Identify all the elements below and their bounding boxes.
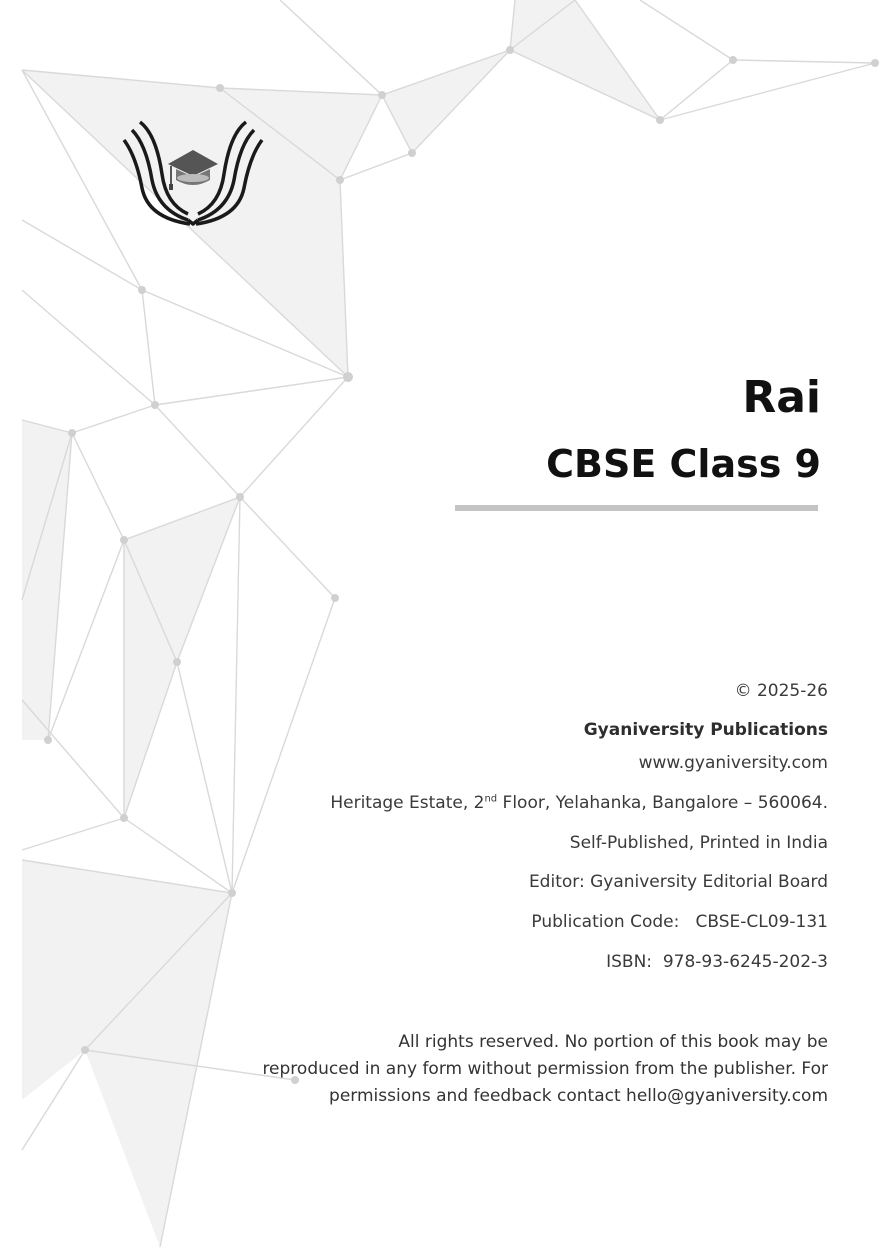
rights-line-3: permissions and feedback contact hello@gyaniversity.com xyxy=(329,1086,828,1106)
book-graduation-cap-logo-icon xyxy=(118,114,268,228)
address-part-2: Floor, Yelahanka, Bangalore – 560064. xyxy=(497,793,828,813)
rights-line-2: reproduced in any form without permission from the publisher. For xyxy=(262,1059,828,1079)
publisher-address xyxy=(330,793,828,813)
book-title: Rai xyxy=(742,372,821,423)
address-part-1: Heritage Estate, 2 xyxy=(330,793,485,813)
publisher-name: Gyaniversity Publications xyxy=(583,720,828,740)
printing-info: Self-Published, Printed in India xyxy=(569,833,828,853)
editor-info: Editor: Gyaniversity Editorial Board xyxy=(528,872,828,892)
copyright-text: © 2025-26 xyxy=(734,681,828,701)
isbn-number: ISBN: 978-93-6245-202-3 xyxy=(606,952,828,972)
title-divider xyxy=(455,505,818,511)
rights-notice xyxy=(168,1029,828,1110)
book-subtitle: CBSE Class 9 xyxy=(546,442,821,486)
publisher-website: www.gyaniversity.com xyxy=(638,753,828,773)
publication-code: Publication Code: CBSE-CL09-131 xyxy=(531,912,828,932)
address-superscript: nd xyxy=(484,793,498,805)
rights-line-1: All rights reserved. No portion of this book may be xyxy=(398,1032,828,1052)
graduation-cap-icon xyxy=(168,150,218,190)
